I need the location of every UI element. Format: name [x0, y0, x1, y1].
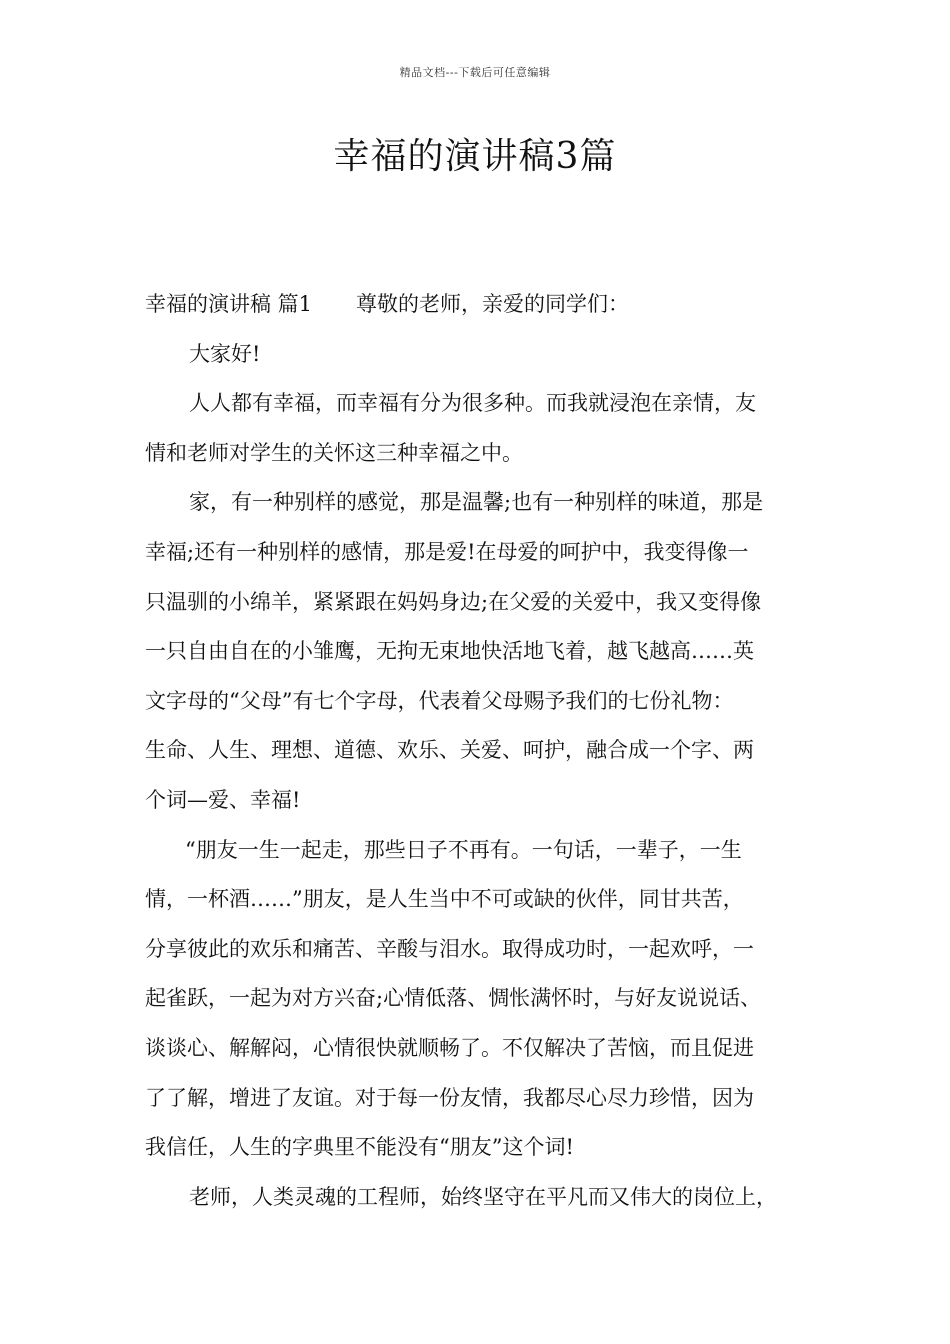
document-title: 幸福的演讲稿3篇	[333, 136, 617, 177]
paragraph-line: 了了解，增进了友谊。对于每一份友情，我都尽心尽力珍惜，因为	[145, 1085, 754, 1110]
paragraph-line: 情和老师对学生的关怀这三种幸福之中。	[145, 440, 523, 465]
section-heading-line	[145, 280, 809, 330]
paragraph-line: 谈谈心、解解闷，心情很快就顺畅了。不仅解决了苦恼，而且促进	[145, 1035, 754, 1060]
paragraph-line: “朋友一生一起走，那些日子不再有。一句话，一辈子，一生	[185, 837, 742, 862]
paragraph-line: 文字母的“父母”有七个字母，代表着父母赐予我们的七份礼物：	[145, 688, 734, 713]
paragraph-line: 老师，人类灵魂的工程师，始终坚守在平凡而又伟大的岗位上，	[189, 1184, 777, 1209]
paragraph-line: 只温驯的小绵羊，紧紧跟在妈妈身边;在父爱的关爱中，我又变得像	[145, 589, 762, 614]
paragraph-line: 个词—爱、幸福!	[145, 787, 301, 812]
paragraph-line: 人人都有幸福，而幸福有分为很多种。而我就浸泡在亲情，友	[189, 391, 756, 416]
paragraph-line: 起雀跃，一起为对方兴奋;心情低落、惆怅满怀时，与好友说说话、	[145, 986, 762, 1011]
paragraph-line: 我信任，人生的字典里不能没有“朋友”这个词!	[145, 1135, 574, 1160]
salutation: 尊敬的老师，亲爱的同学们：	[356, 292, 630, 316]
paragraph-line: 家，有一种别样的感觉，那是温馨;也有一种别样的味道，那是	[189, 490, 764, 515]
paragraph-line: 分享彼此的欢乐和痛苦、辛酸与泪水。取得成功时，一起欢呼，一	[145, 936, 754, 961]
paragraph-line: 情，一杯酒……”朋友，是人生当中不可或缺的伙伴，同甘共苦，	[145, 887, 744, 912]
page-header: 精品文档---下载后可任意编辑	[399, 66, 551, 79]
paragraph-line: 一只自由自在的小雏鹰，无拘无束地快活地飞着，越飞越高……英	[145, 639, 754, 664]
section-label: 幸福的演讲稿 篇1	[145, 292, 313, 316]
paragraph-line: 幸福;还有一种别样的感情，那是爱!在母爱的呵护中，我变得像一	[145, 539, 749, 564]
paragraph-line: 大家好!	[189, 341, 261, 366]
document-body	[145, 280, 809, 1222]
paragraph-line: 生命、人生、理想、道德、欢乐、关爱、呵护，融合成一个字、两	[145, 738, 754, 763]
